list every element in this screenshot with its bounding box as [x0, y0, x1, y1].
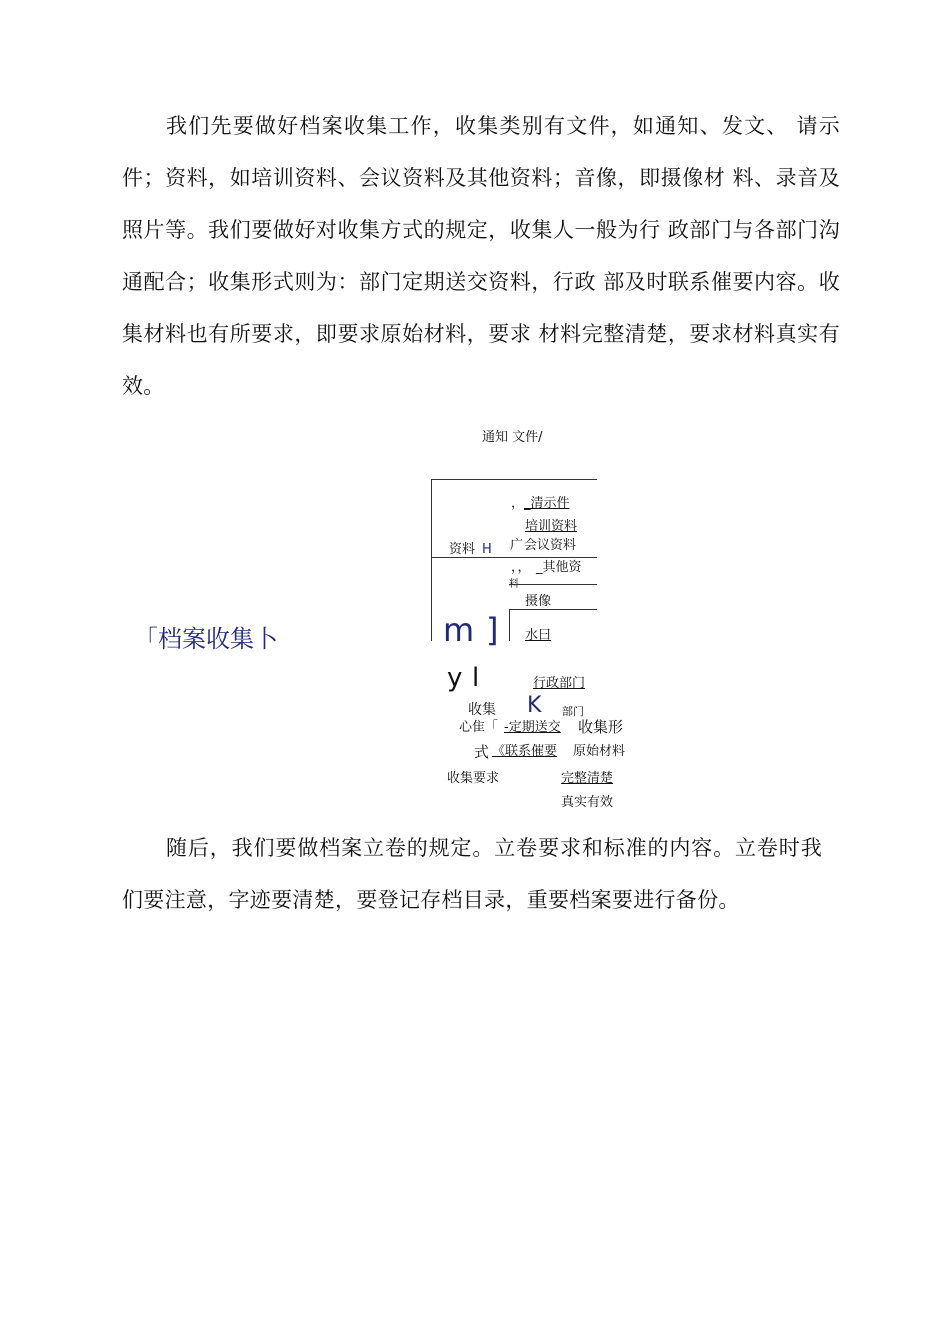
zhenshi-label: 真实有效 [561, 795, 614, 810]
wanzheng-label: 完整清楚 [561, 771, 614, 786]
k-glyph: K [527, 693, 542, 718]
lianxi-label: 《联系催要 [492, 744, 558, 759]
qita-cont [509, 577, 519, 593]
y-glyph: y [447, 663, 463, 693]
qingshi-label: _清示件 [524, 496, 570, 511]
qita-prefix: ，， [511, 560, 531, 575]
shuiyue-label: 水曰 [525, 628, 552, 643]
big-m-glyph: m [443, 611, 475, 649]
peixun-label: 培训资料 [525, 519, 578, 534]
clipped-overlap-row [465, 693, 605, 718]
bumen-partial: 部门 [562, 705, 584, 718]
closing-paragraph: 随后，我们要做档案立卷的规定。立卷要求和标准的内容。立卷时我们要注意，字迹要清楚，要登记存档目录，重要档案要进行备份。 [122, 836, 822, 912]
yinxiang-top-line [509, 609, 597, 610]
ziliao-h-glyph: H [482, 542, 492, 557]
dingqi-label: -定期送交 [504, 720, 561, 735]
xingzheng-label: 行政部门 [533, 676, 586, 691]
qita-underline [509, 584, 597, 585]
ziliao-label: 资料 [449, 542, 476, 557]
yinxiang-left-line [509, 609, 510, 641]
xincui-label: 心隹「 [459, 720, 499, 735]
shouji-yaoqiu-label: 收集要求 [447, 771, 500, 786]
big-bracket-glyph: ] [486, 611, 499, 649]
bracket-top-line [431, 479, 597, 480]
root-node-label: 「档案收集卜 [134, 625, 278, 653]
qita-label: _其他资 [536, 560, 582, 575]
collect-partial: 收集 [468, 702, 496, 718]
huiyi-prefix: 广 [510, 538, 524, 553]
notice-file-label: 通知 文件/ [482, 430, 543, 445]
ziliao-divider-line [431, 557, 597, 558]
intro-paragraph: 我们先要做好档案收集工作，收集类别有文件，如通知、发文、 请示件；资料，如培训资料、会议资料及其他资料；音像，即摄像材 料、录音及照片等。我们要做好对收集方式的规定，收集人一般为行 政部门与各部门沟通配合；收集形式则为：部门定期送交资料，行政 部及时联系催要内容。收集材料也有所要求，即要求原始材料，要求 材料完整清楚，要求材料真实有效。 [122, 114, 840, 398]
shi-label: 式 [474, 743, 490, 761]
shouji-xing-label: 收集形 [578, 718, 624, 736]
l-glyph: l [472, 663, 480, 693]
yuanshi-label: 原始材料 [573, 744, 626, 759]
shexiang-label: 摄像 [525, 594, 552, 609]
bracket-left-line [431, 479, 432, 641]
qingshi-prefix: ， [511, 496, 525, 511]
huiyi-label: 会议资料 [524, 538, 577, 553]
